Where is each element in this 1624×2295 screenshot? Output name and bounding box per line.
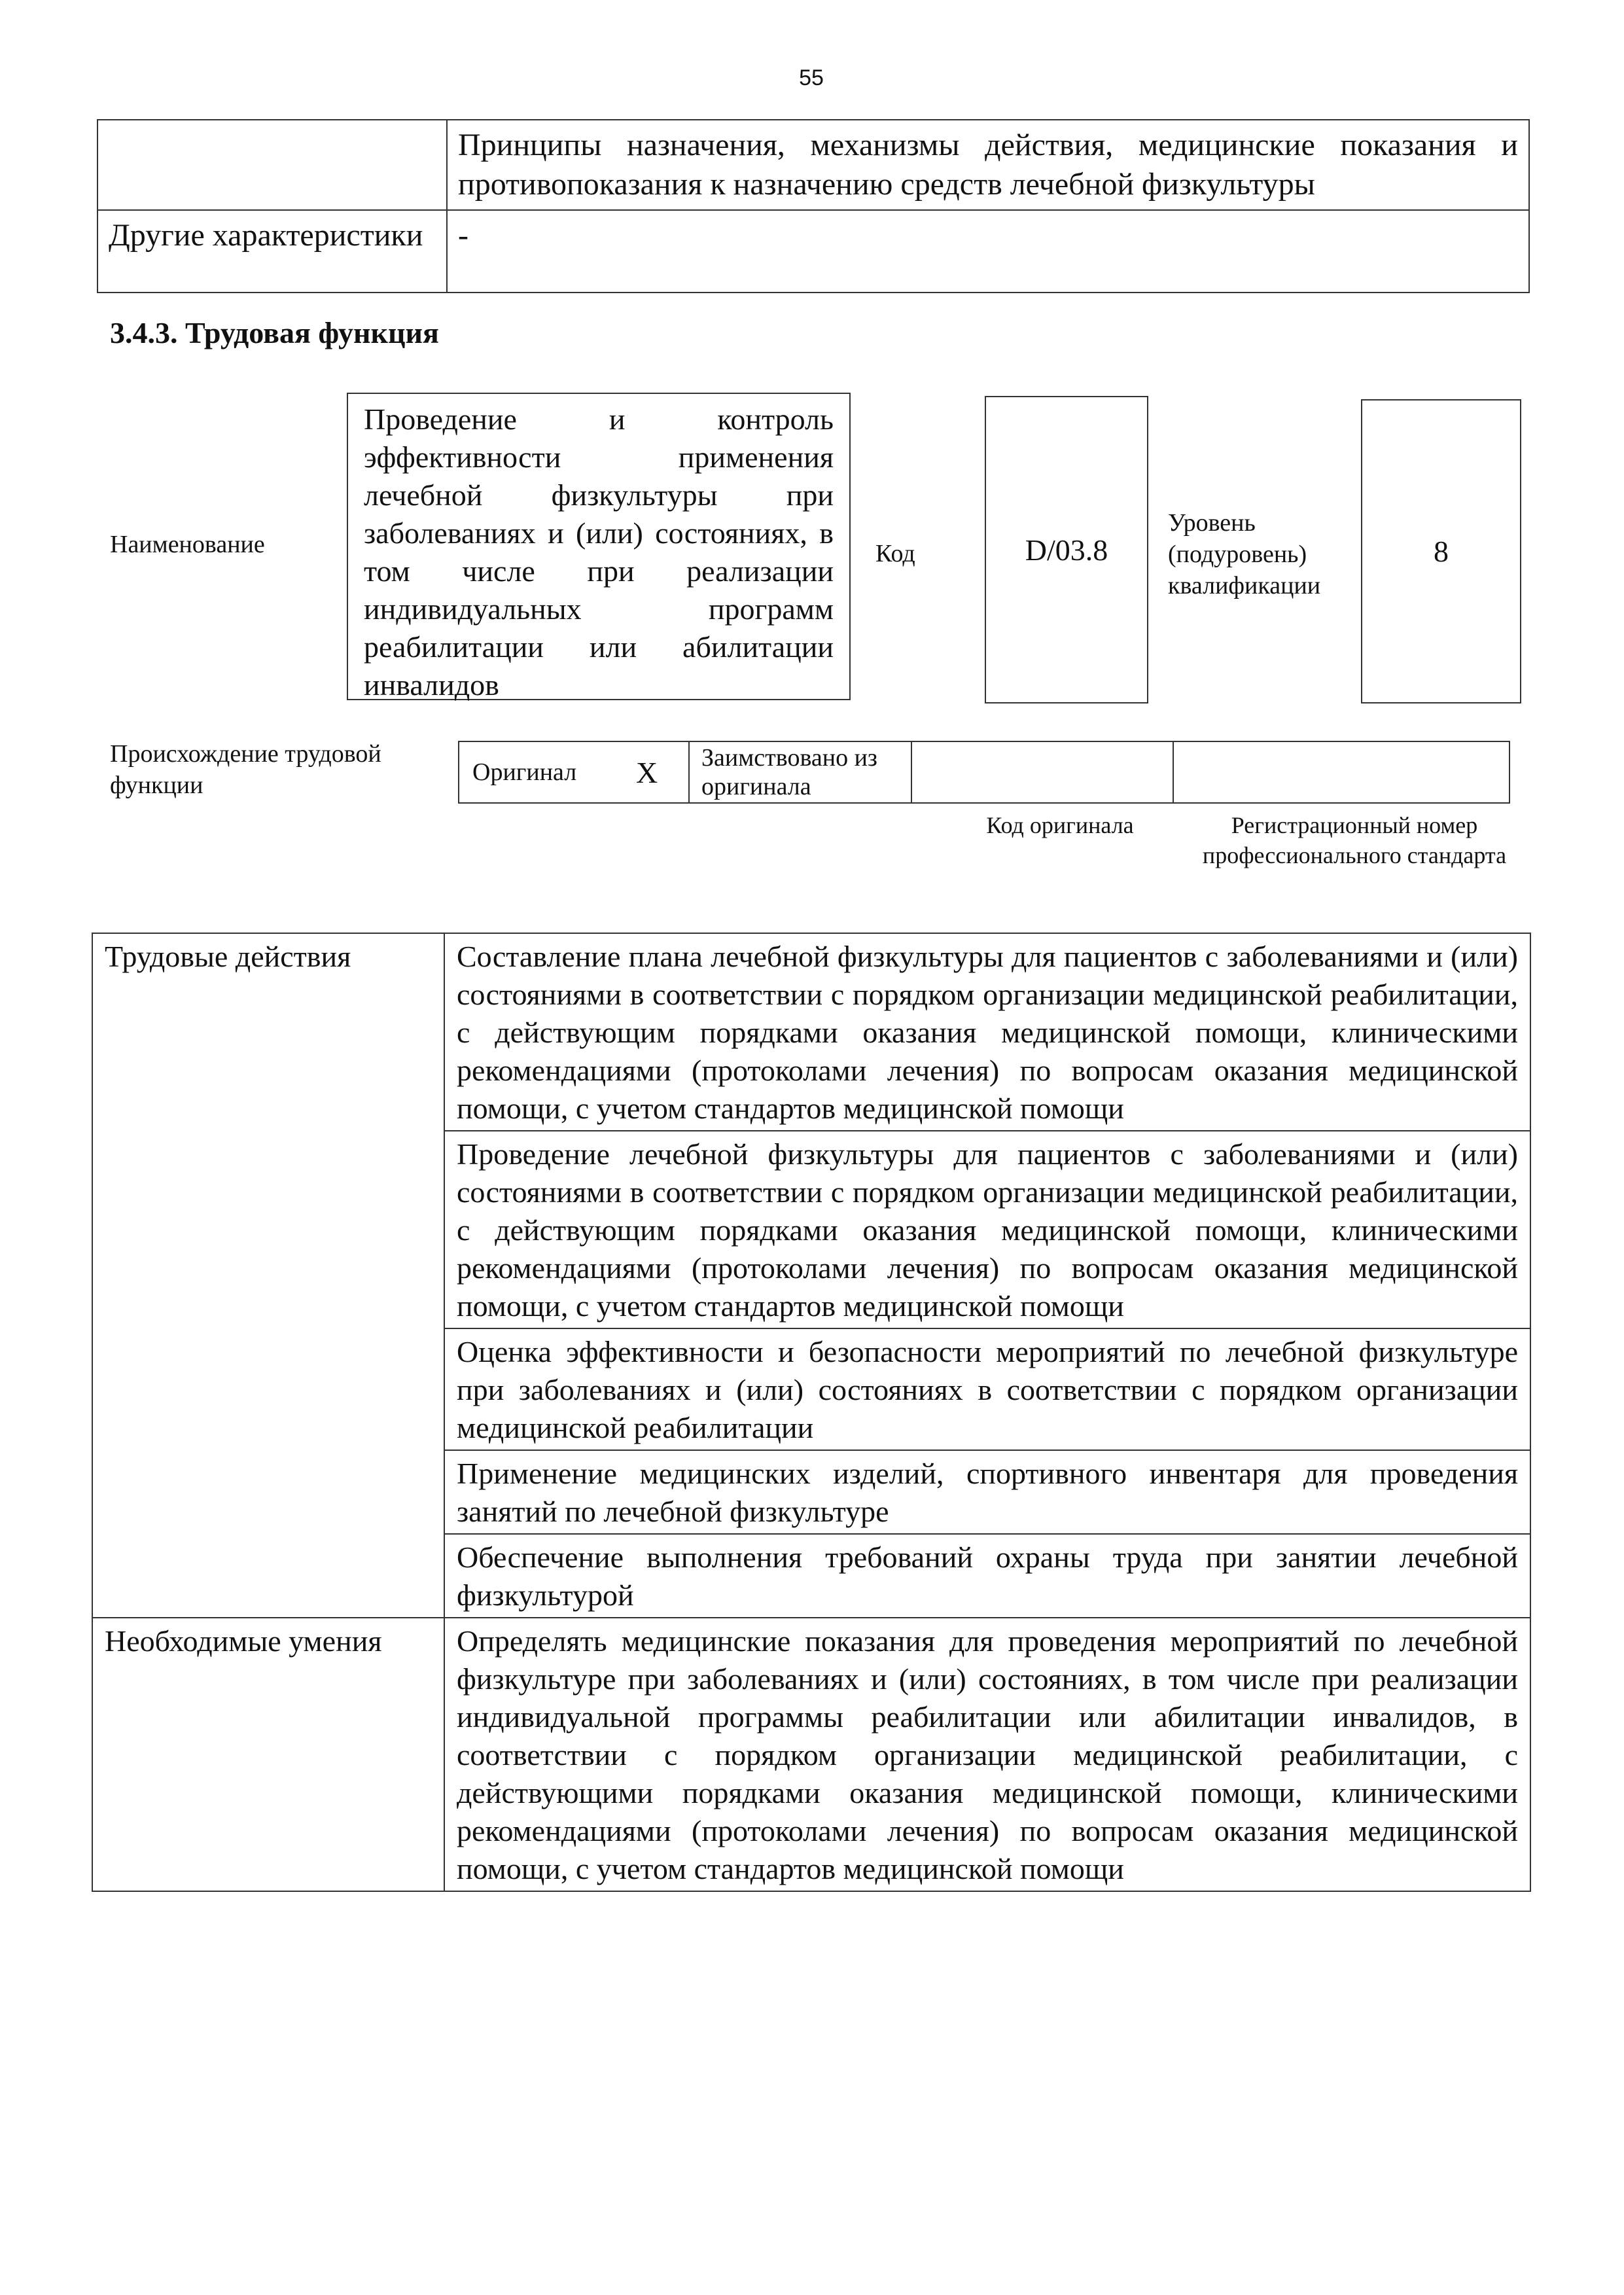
origin-label: Происхождение трудовой функции bbox=[110, 740, 381, 799]
origin-table bbox=[458, 741, 1510, 804]
name-label: Наименование bbox=[110, 531, 265, 558]
original-label: Оригинал bbox=[459, 741, 636, 803]
table-row bbox=[92, 1618, 1530, 1891]
labor-action: Обеспечение выполнения требований охраны труда при занятии лечебной физкультурой bbox=[444, 1534, 1530, 1618]
function-name-box: Проведение и контроль эффективности применения лечебной физкультуры при заболеваниях и (или) состояниях, в том числе при реализации индивидуальных программ реабилитации или абилитации инвалидов bbox=[347, 393, 851, 700]
code-value-box bbox=[985, 396, 1148, 703]
code-label: Код bbox=[875, 540, 915, 567]
labor-action: Применение медицинских изделий, спортивного инвентаря для проведения занятий по лечебной физкультуре bbox=[444, 1450, 1530, 1534]
original-mark: X bbox=[636, 741, 689, 803]
code-original-label: Код оригинала bbox=[986, 812, 1134, 838]
level-value: 8 bbox=[1434, 535, 1449, 568]
main-table bbox=[92, 933, 1531, 1892]
code-original-cell bbox=[911, 741, 1173, 803]
labor-action: Проведение лечебной физкультуры для пациентов с заболеваниями и (или) состояниями в соответствии с порядком организации медицинской реабилитации, с действующим порядками оказания медицинской помощи, клиническими рекомендациями (протоколами лечения) по вопросам оказания медицинской помощи, с учетом стандартов медицинской помощи bbox=[444, 1131, 1530, 1328]
other-characteristics-label: Другие характеристики bbox=[97, 210, 447, 293]
section-heading: 3.4.3. Трудовая функция bbox=[110, 316, 439, 349]
code-value: D/03.8 bbox=[1025, 533, 1108, 567]
table-row bbox=[92, 933, 1530, 1131]
other-characteristics-value: - bbox=[447, 210, 1529, 293]
labor-actions-label: Трудовые действия bbox=[92, 933, 444, 1618]
table-row bbox=[459, 741, 1509, 803]
level-label: Уровень (подуровень) квалификации bbox=[1168, 509, 1321, 599]
page-number: 55 bbox=[799, 65, 824, 90]
borrowed-label: Заимствовано из оригинала bbox=[689, 741, 911, 803]
labor-action: Составление плана лечебной физкультуры для пациентов с заболеваниями и (или) состояниями в соответствии с порядком организации медицинской реабилитации, с действующим порядками оказания медицинской помощи, клиническими рекомендациями (протоколами лечения) по вопросам оказания медицинской помощи, с учетом стандартов медицинской помощи bbox=[444, 933, 1530, 1131]
table-row bbox=[97, 120, 1529, 210]
required-skills-label: Необходимые умения bbox=[92, 1618, 444, 1891]
labor-action: Оценка эффективности и безопасности мероприятий по лечебной физкультуре при заболеваниях и (или) состояниях в соответствии с порядком организации медицинской реабилитации bbox=[444, 1328, 1530, 1450]
empty-label-cell bbox=[97, 120, 447, 210]
reg-number-cell bbox=[1173, 741, 1509, 803]
top-table bbox=[97, 119, 1530, 293]
level-value-box bbox=[1361, 399, 1521, 703]
table-row bbox=[97, 210, 1529, 293]
required-skill: Определять медицинские показания для проведения мероприятий по лечебной физкультуре при заболеваниях и (или) состояниях, в том числе при реализации индивидуальной программы реабилитации или абилитации инвалидов, в соответствии с порядком организации медицинской реабилитации, с действующими порядками оказания медицинской помощи, клиническими рекомендациями (протоколами лечения) по вопросам оказания медицинской помощи, с учетом стандартов медицинской помощи bbox=[444, 1618, 1530, 1891]
knowledge-cell: Принципы назначения, механизмы действия, медицинские показания и противопоказания к назначению средств лечебной физкультуры bbox=[447, 120, 1529, 210]
reg-number-label: Регистрационный номер профессионального стандарта bbox=[1202, 812, 1507, 868]
